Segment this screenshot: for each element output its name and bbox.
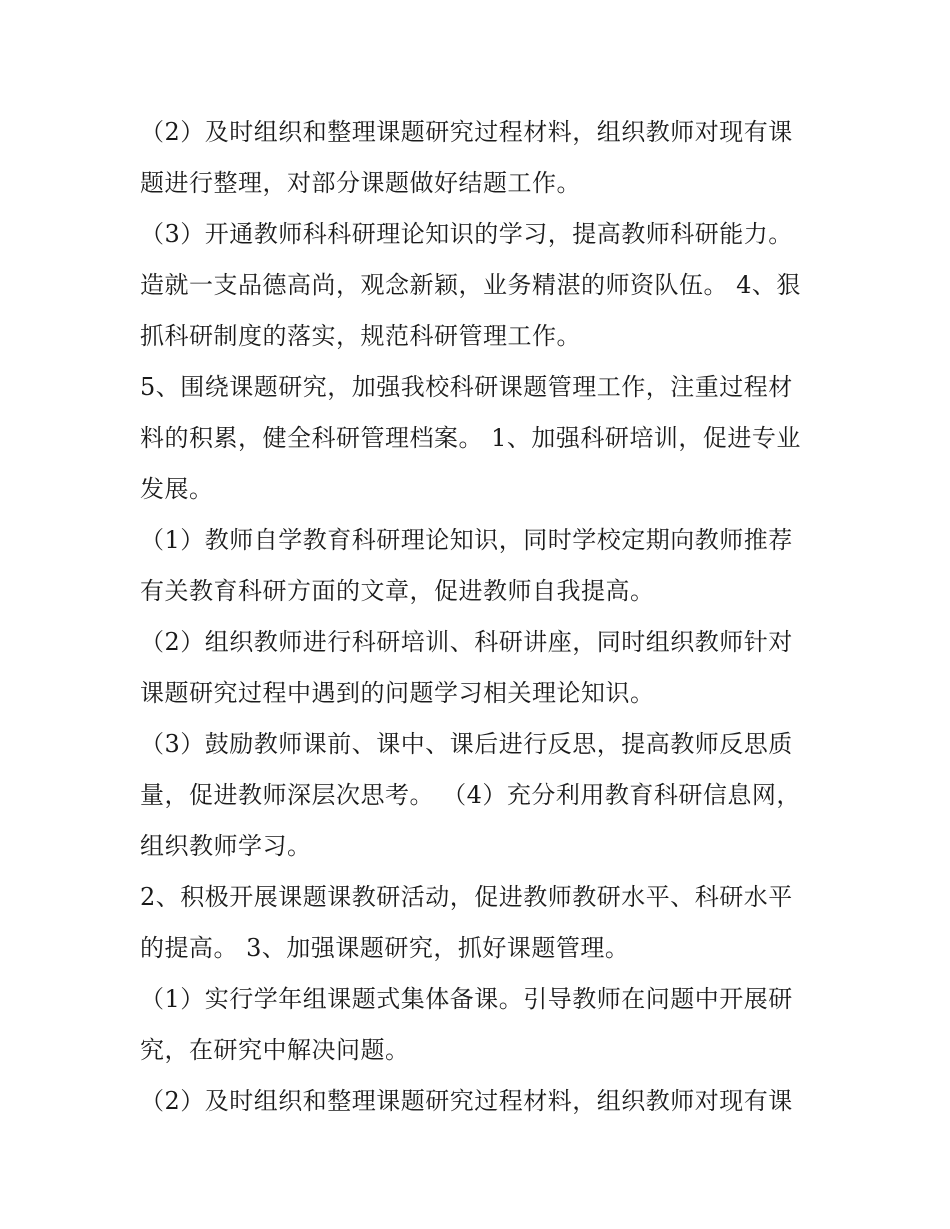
- text-line: 造就一支品德高尚，观念新颖，业务精湛的师资队伍。 4、狠: [140, 271, 801, 299]
- text-line: 组织教师学习。: [140, 832, 312, 860]
- text-line: （3）开通教师科科研理论知识的学习，提高教师科研能力。: [140, 220, 793, 248]
- text-line: 的提高。 3、加强课题研究，抓好课题管理。: [140, 934, 630, 962]
- text-line: （2）及时组织和整理课题研究过程材料，组织教师对现有课: [140, 1087, 793, 1115]
- text-line: 料的积累，健全科研管理档案。 1、加强科研培训，促进专业: [140, 424, 801, 452]
- text-line: （2）组织教师进行科研培训、科研讲座，同时组织教师针对: [140, 628, 793, 656]
- text-line: 究，在研究中解决问题。: [140, 1036, 410, 1064]
- text-line: 抓科研制度的落实，规范科研管理工作。: [140, 322, 581, 350]
- text-line: （1）实行学年组课题式集体备课。引导教师在问题中开展研: [140, 985, 793, 1013]
- text-line: 课题研究过程中遇到的问题学习相关理论知识。: [140, 679, 655, 707]
- text-line: 2、积极开展课题课教研活动，促进教师教研水平、科研水平: [140, 883, 793, 911]
- text-line: 有关教育科研方面的文章，促进教师自我提高。: [140, 577, 655, 605]
- text-line: 5、围绕课题研究，加强我校科研课题管理工作，注重过程材: [140, 373, 793, 401]
- text-line: 发展。: [140, 475, 214, 503]
- text-line: （1）教师自学教育科研理论知识，同时学校定期向教师推荐: [140, 526, 793, 554]
- text-line: （2）及时组织和整理课题研究过程材料，组织教师对现有课: [140, 118, 793, 146]
- text-line: （3）鼓励教师课前、课中、课后进行反思，提高教师反思质: [140, 730, 793, 758]
- text-line: 量，促进教师深层次思考。 （4）充分利用教育科研信息网，: [140, 781, 801, 809]
- text-line: 题进行整理，对部分课题做好结题工作。: [140, 169, 581, 197]
